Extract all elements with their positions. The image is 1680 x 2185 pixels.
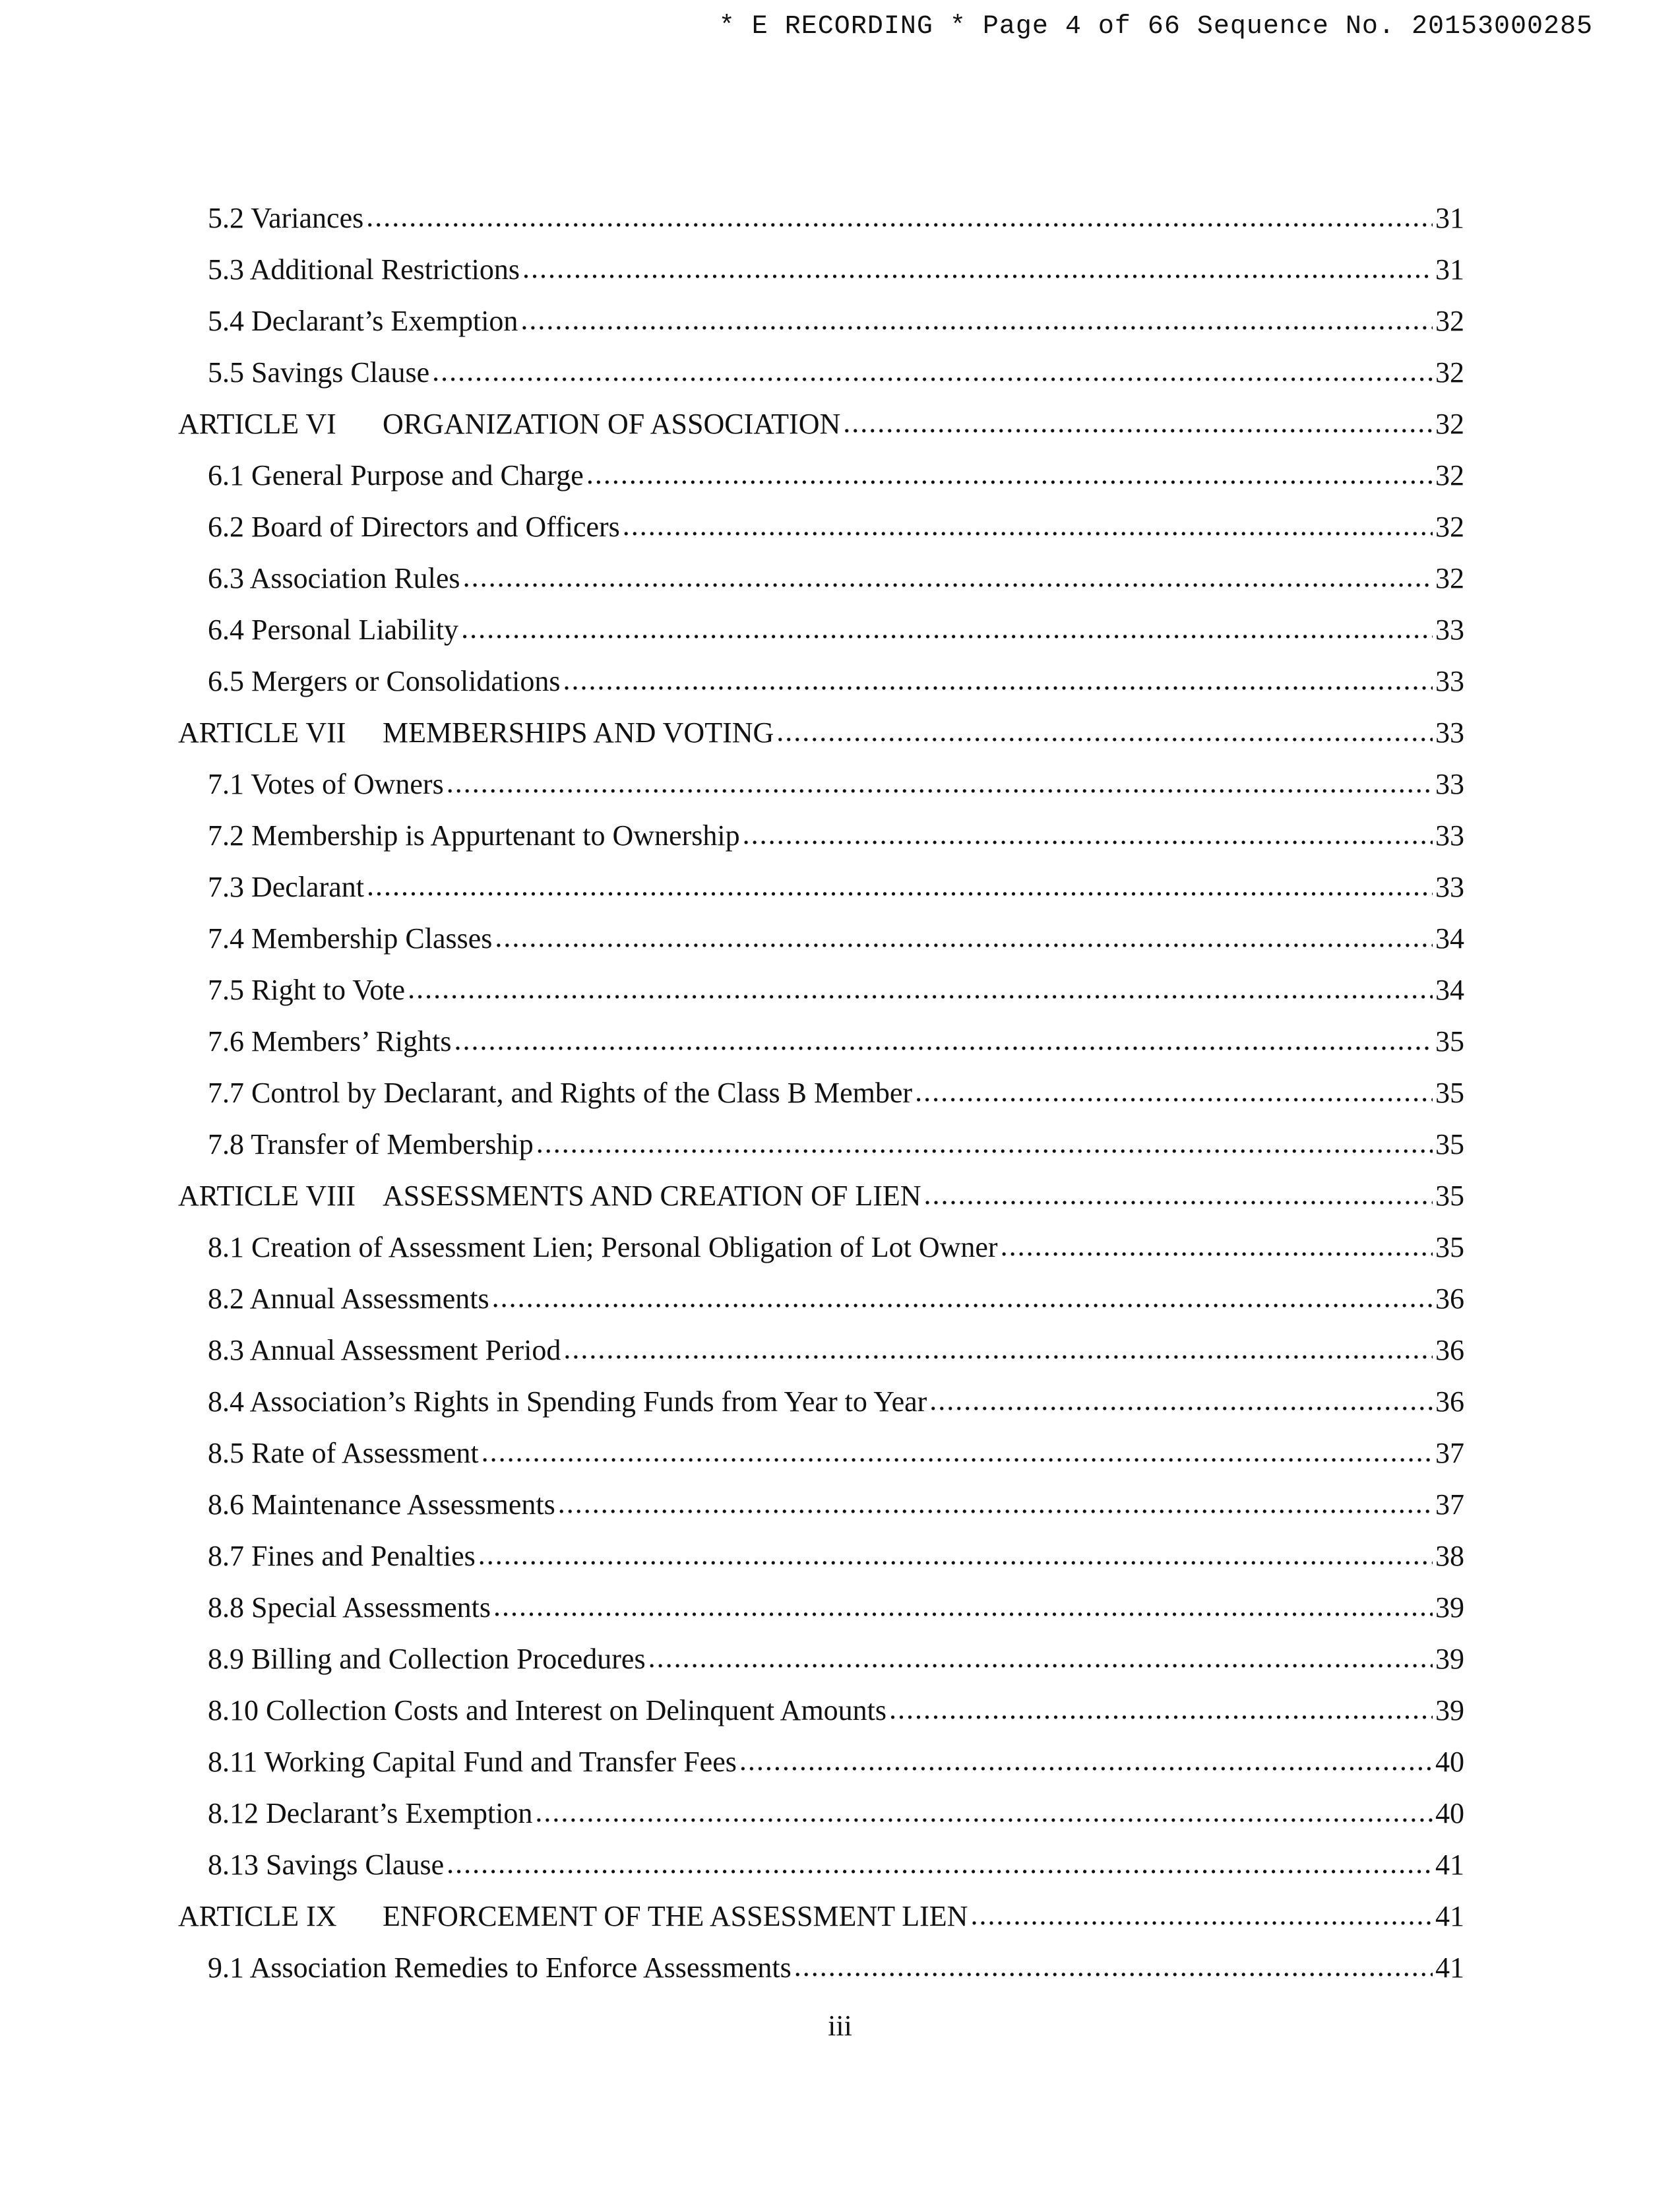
toc-section-entry	[178, 244, 1464, 296]
toc-page-number: 37	[1435, 1437, 1464, 1469]
toc-section-entry	[178, 553, 1464, 604]
toc-section-entry	[178, 1376, 1464, 1428]
toc-section-title: 8.12 Declarant’s Exemption	[208, 1797, 533, 1829]
toc-page-number: 31	[1435, 253, 1464, 286]
toc-section-title: 5.5 Savings Clause	[208, 356, 430, 389]
toc-section-title: 8.10 Collection Costs and Interest on Delinquent Amounts	[208, 1694, 887, 1726]
toc-section-entry	[178, 1273, 1464, 1325]
toc-page-number: 33	[1435, 819, 1464, 852]
toc-page-number: 32	[1435, 305, 1464, 337]
toc-page-number: 36	[1435, 1282, 1464, 1315]
toc-section-entry	[178, 296, 1464, 347]
toc-section-title: 8.11 Working Capital Fund and Transfer Fees	[208, 1746, 737, 1778]
toc-page-number: 39	[1435, 1643, 1464, 1675]
toc-page-number: 37	[1435, 1488, 1464, 1521]
dot-leader	[648, 1632, 1433, 1684]
toc-page-number: 33	[1435, 614, 1464, 646]
toc-page-number: 40	[1435, 1746, 1464, 1778]
toc-page-number: 35	[1435, 1025, 1464, 1058]
toc-page-number: 33	[1435, 665, 1464, 697]
toc-section-entry	[178, 913, 1464, 965]
dot-leader	[520, 294, 1433, 346]
toc-section-title: 7.3 Declarant	[208, 871, 364, 903]
toc-article-heading	[178, 398, 840, 450]
dot-leader	[522, 243, 1433, 294]
toc-article-title: ENFORCEMENT OF THE ASSESSMENT LIEN	[383, 1900, 968, 1932]
toc-article-entry	[178, 707, 1464, 759]
toc-section-entry	[178, 1788, 1464, 1839]
toc-page-number: 35	[1435, 1128, 1464, 1160]
dot-leader	[492, 1272, 1433, 1323]
toc-section-title: 7.8 Transfer of Membership	[208, 1128, 534, 1160]
toc-page-number: 32	[1435, 459, 1464, 491]
dot-leader	[447, 757, 1433, 809]
toc-section-entry	[178, 450, 1464, 501]
dot-leader	[495, 912, 1433, 963]
toc-page-number: 41	[1435, 1849, 1464, 1881]
toc-page-number: 35	[1435, 1180, 1464, 1212]
toc-section-entry	[178, 347, 1464, 398]
toc-section-entry	[178, 604, 1464, 656]
toc-page-number: 41	[1435, 1900, 1464, 1932]
toc-section-entry	[178, 1685, 1464, 1736]
dot-leader	[794, 1941, 1433, 1992]
toc-page-number: 40	[1435, 1797, 1464, 1829]
toc-article-entry	[178, 1891, 1464, 1942]
toc-article-heading	[178, 1170, 921, 1222]
toc-section-entry	[178, 1942, 1464, 1994]
toc-section-entry	[178, 1016, 1464, 1067]
dot-leader	[535, 1787, 1433, 1838]
toc-page-number: 31	[1435, 202, 1464, 234]
dot-leader	[558, 1478, 1433, 1529]
toc-section-title: 8.1 Creation of Assessment Lien; Personal Obligation of Lot Owner	[208, 1231, 998, 1263]
dot-leader	[447, 1838, 1433, 1889]
toc-section-title: 6.2 Board of Directors and Officers	[208, 511, 620, 543]
toc-article-heading	[178, 1891, 968, 1942]
toc-section-title: 8.4 Association’s Rights in Spending Funds from Year to Year	[208, 1385, 927, 1418]
dot-leader	[432, 346, 1433, 397]
toc-section-title: 7.2 Membership is Appurtenant to Ownership	[208, 819, 740, 852]
dot-leader	[367, 860, 1433, 912]
table-of-contents	[178, 193, 1464, 1994]
toc-section-title: 7.1 Votes of Owners	[208, 768, 444, 800]
toc-page-number: 32	[1435, 562, 1464, 594]
toc-section-title: 6.4 Personal Liability	[208, 614, 459, 646]
toc-section-entry	[178, 1119, 1464, 1170]
toc-section-title: 6.5 Mergers or Consolidations	[208, 665, 561, 697]
toc-section-title: 8.6 Maintenance Assessments	[208, 1488, 555, 1521]
dot-leader	[563, 654, 1433, 706]
recording-stamp: * E RECORDING * Page 4 of 66 Sequence No. 20153000285	[718, 12, 1593, 42]
toc-page-number: 36	[1435, 1385, 1464, 1418]
toc-page-number: 33	[1435, 716, 1464, 749]
toc-page-number: 32	[1435, 408, 1464, 440]
toc-page-number: 39	[1435, 1694, 1464, 1726]
toc-section-entry	[178, 1222, 1464, 1273]
toc-section-entry	[178, 1067, 1464, 1119]
dot-leader	[463, 552, 1433, 603]
dot-leader	[970, 1889, 1433, 1941]
toc-section-entry	[178, 1428, 1464, 1479]
dot-leader	[482, 1426, 1433, 1478]
toc-article-title: ORGANIZATION OF ASSOCIATION	[383, 408, 841, 440]
dot-leader	[739, 1735, 1433, 1787]
toc-article-title: ASSESSMENTS AND CREATION OF LIEN	[383, 1180, 921, 1212]
toc-article-number: ARTICLE VI	[178, 408, 336, 440]
toc-article-title: MEMBERSHIPS AND VOTING	[383, 716, 774, 749]
dot-leader	[915, 1066, 1433, 1118]
toc-section-entry	[178, 1633, 1464, 1685]
toc-article-number: ARTICLE IX	[178, 1900, 337, 1932]
dot-leader	[889, 1684, 1433, 1735]
toc-page-number: 33	[1435, 768, 1464, 800]
toc-page-number: 33	[1435, 871, 1464, 903]
toc-page-number: 38	[1435, 1540, 1464, 1572]
toc-section-title: 8.9 Billing and Collection Procedures	[208, 1643, 646, 1675]
toc-section-entry	[178, 1531, 1464, 1582]
dot-leader	[408, 963, 1433, 1015]
toc-page-number: 34	[1435, 922, 1464, 955]
toc-section-title: 8.7 Fines and Penalties	[208, 1540, 476, 1572]
toc-page-number: 35	[1435, 1231, 1464, 1263]
toc-page-number: 32	[1435, 511, 1464, 543]
toc-section-title: 9.1 Association Remedies to Enforce Assessments	[208, 1951, 792, 1984]
toc-page-number: 36	[1435, 1334, 1464, 1366]
toc-section-title: 6.3 Association Rules	[208, 562, 460, 594]
toc-section-entry	[178, 759, 1464, 810]
dot-leader	[623, 500, 1433, 552]
toc-section-title: 8.5 Rate of Assessment	[208, 1437, 479, 1469]
toc-page-number: 39	[1435, 1591, 1464, 1624]
toc-section-title: 5.4 Declarant’s Exemption	[208, 305, 518, 337]
dot-leader	[743, 809, 1433, 860]
toc-section-title: 7.6 Members’ Rights	[208, 1025, 452, 1058]
toc-section-entry	[178, 1839, 1464, 1891]
dot-leader	[536, 1118, 1433, 1169]
dot-leader	[493, 1581, 1433, 1632]
toc-section-entry	[178, 1479, 1464, 1531]
toc-article-number: ARTICLE VIII	[178, 1180, 356, 1212]
toc-section-entry	[178, 656, 1464, 707]
toc-section-title: 7.4 Membership Classes	[208, 922, 493, 955]
toc-article-entry	[178, 398, 1464, 450]
dot-leader	[929, 1375, 1433, 1426]
toc-section-title: 6.1 General Purpose and Charge	[208, 459, 584, 491]
dot-leader	[586, 449, 1433, 500]
dot-leader	[1001, 1220, 1433, 1272]
dot-leader	[461, 603, 1433, 654]
dot-leader	[366, 191, 1433, 243]
dot-leader	[563, 1323, 1433, 1375]
toc-section-title: 8.13 Savings Clause	[208, 1849, 445, 1881]
dot-leader	[924, 1169, 1433, 1220]
toc-section-title: 5.3 Additional Restrictions	[208, 253, 520, 286]
toc-section-entry	[178, 501, 1464, 553]
dot-leader	[454, 1015, 1433, 1066]
toc-section-entry	[178, 193, 1464, 244]
page-number: iii	[828, 2010, 852, 2042]
toc-page-number: 34	[1435, 974, 1464, 1006]
dot-leader	[843, 397, 1433, 449]
toc-section-title: 7.5 Right to Vote	[208, 974, 406, 1006]
toc-section-title: 8.3 Annual Assessment Period	[208, 1334, 561, 1366]
toc-article-heading	[178, 707, 774, 759]
toc-article-number: ARTICLE VII	[178, 716, 346, 749]
toc-section-entry	[178, 965, 1464, 1016]
dot-leader	[478, 1529, 1433, 1581]
toc-page-number: 41	[1435, 1951, 1464, 1984]
dot-leader	[776, 706, 1433, 757]
toc-section-entry	[178, 810, 1464, 862]
toc-article-entry	[178, 1170, 1464, 1222]
toc-section-entry	[178, 862, 1464, 913]
toc-section-title: 8.2 Annual Assessments	[208, 1282, 489, 1315]
toc-page-number: 35	[1435, 1077, 1464, 1109]
toc-section-entry	[178, 1582, 1464, 1633]
toc-section-title: 8.8 Special Assessments	[208, 1591, 491, 1624]
toc-section-entry	[178, 1736, 1464, 1788]
toc-page-number: 32	[1435, 356, 1464, 389]
toc-section-entry	[178, 1325, 1464, 1376]
toc-section-title: 5.2 Variances	[208, 202, 364, 234]
toc-section-title: 7.7 Control by Declarant, and Rights of the Class B Member	[208, 1077, 913, 1109]
